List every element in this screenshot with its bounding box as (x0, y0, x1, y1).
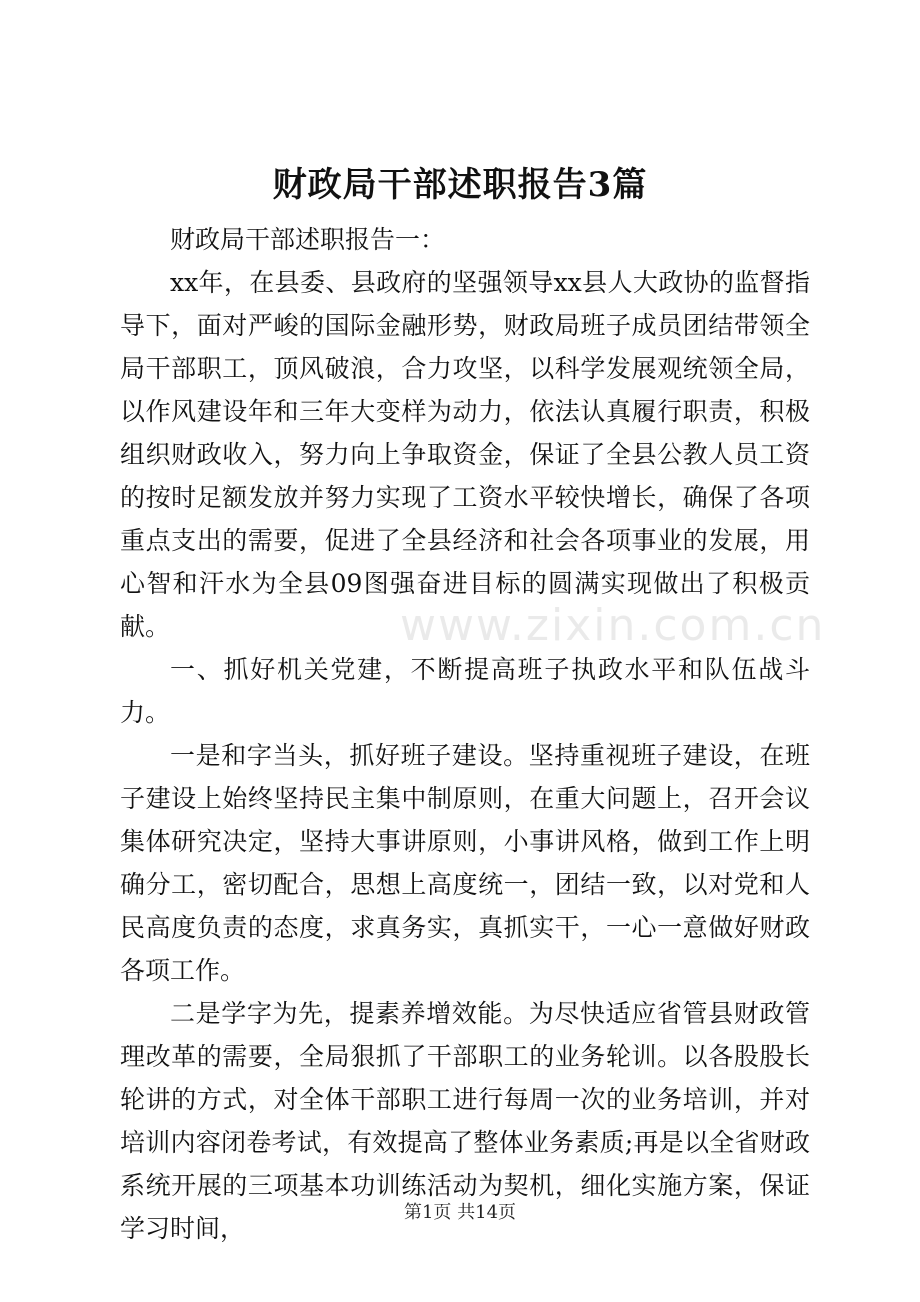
document-body (120, 218, 810, 1250)
paragraph-section-1: 一、抓好机关党建，不断提高班子执政水平和队伍战斗力。 (120, 655, 810, 727)
watermark: www.zixin.com.cn (400, 600, 826, 651)
document-title: 财政局干部述职报告3篇 (272, 165, 648, 205)
paragraph-intro: xx年，在县委、县政府的坚强领导xx县人大政协的监督指导下，面对严峻的国际金融形势，财政局班子成员团结带领全局干部职工，顶风破浪，合力攻坚，以科学发展观统领全局，以作风建设年和三年大变样为动力，依法认真履行职责，积极组织财政收入，努力向上争取资金，保证了全县公教人员工资的按时足额发放并努力实现了工资水平较快增长，确保了各项重点支出的需要，促进了全县经济和社会各项事业的发展，用心智和汗水为全县09图强奋进目标的圆满实现做出了积极贡献。 (120, 268, 810, 641)
page-footer: 第1页 共14页 (403, 1202, 517, 1223)
paragraph-team-building: 一是和字当头，抓好班子建设。坚持重视班子建设，在班子建设上始终坚持民主集中制原则，在重大问题上，召开会议集体研究决定，坚持大事讲原则，小事讲风格，做到工作上明确分工，密切配合，思想上高度统一，团结一致，以对党和人民高度负责的态度，求真务实，真抓实干，一心一意做好财政各项工作。 (120, 741, 810, 985)
paragraph-heading: 财政局干部述职报告一： (170, 225, 446, 254)
paragraph-learning: 二是学字为先，提素养增效能。为尽快适应省管县财政管理改革的需要，全局狠抓了干部职工的业务轮训。以各股股长轮讲的方式，对全体干部职工进行每周一次的业务培训，并对培训内容闭卷考试，有效提高了整体业务素质;再是以全省财政系统开展的三项基本功训练活动为契机，细化实施方案，保证学习时间， (120, 999, 810, 1243)
